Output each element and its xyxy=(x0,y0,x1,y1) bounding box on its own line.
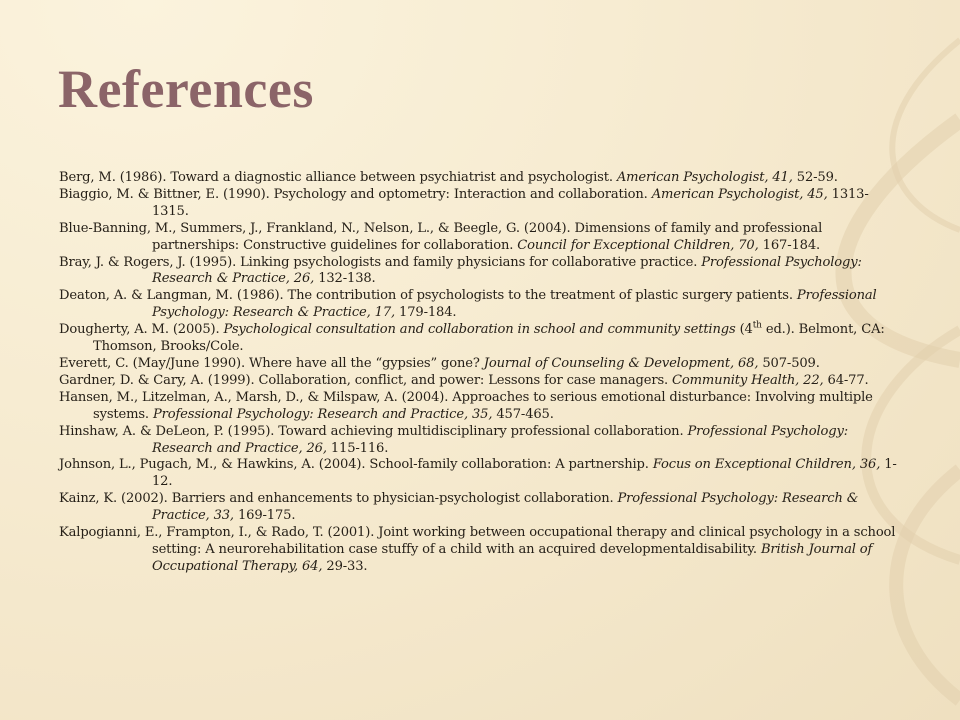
page-title: References xyxy=(58,59,314,119)
reference-item: Kainz, K. (2002). Barriers and enhancements to physician-psychologist collaboration. Professional Psychology: Research & Practice, 33, 169-175. xyxy=(59,491,859,524)
reference-item: Hansen, M., Litzelman, A., Marsh, D., & Milspaw, A. (2004). Approaches to serious emotional disturbance: Involving multiple systems. Professional Psychology: Research and Practice, 35, 457-465. xyxy=(59,389,873,422)
reference-item: Berg, M. (1986). Toward a diagnostic alliance between psychiatrist and psychologist. American Psychologist, 41, 52-59. xyxy=(59,170,838,185)
reference-item: Deaton, A. & Langman, M. (1986). The contribution of psychologists to the treatment of plastic surgery patients. Professional Psychology: Research & Practice, 17, 179-184. xyxy=(59,288,877,321)
reference-item: Biaggio, M. & Bittner, E. (1990). Psychology and optometry: Interaction and collaboration. American Psychologist, 45, 1313-1315. xyxy=(59,186,869,219)
reference-list xyxy=(59,170,905,576)
reference-item: Blue-Banning, M., Summers, J., Frankland, N., Nelson, L., & Beegle, G. (2004). Dimensions of family and professional partnerships: Constructive guidelines for collaboration. Council for Exceptional Children, 70, 167-184. xyxy=(59,220,823,253)
reference-item: Everett, C. (May/June 1990). Where have all the “gypsies” gone? Journal of Counseling & Development, 68, 507-509. xyxy=(59,355,820,371)
reference-item: Gardner, D. & Cary, A. (1999). Collaboration, conflict, and power: Lessons for case managers. Community Health, 22, 64-77. xyxy=(59,372,869,388)
reference-item: Hinshaw, A. & DeLeon, P. (1995). Toward achieving multidisciplinary professional collaboration. Professional Psychology: Research and Practice, 26, 115-116. xyxy=(59,423,849,456)
reference-item: Kalpogianni, E., Frampton, I., & Rado, T. (2001). Joint working between occupational therapy and clinical psychology in a school setting: A neurorehabilitation case stuffy of a child with an acquired developmentaldisability. British Journal of Occupational Therapy, 64, 29-33. xyxy=(59,525,896,574)
reference-item: Johnson, L., Pugach, M., & Hawkins, A. (2004). School-family collaboration: A partnership. Focus on Exceptional Children, 36, 1-12. xyxy=(59,457,897,490)
reference-item: Bray, J. & Rogers, J. (1995). Linking psychologists and family physicians for collaborative practice. Professional Psychology: Research & Practice, 26, 132-138. xyxy=(59,254,862,287)
reference-item: Dougherty, A. M. (2005). Psychological consultation and collaboration in school and community settings (4th ed.). Belmont, CA: Thomson, Brooks/Cole. xyxy=(59,320,885,355)
